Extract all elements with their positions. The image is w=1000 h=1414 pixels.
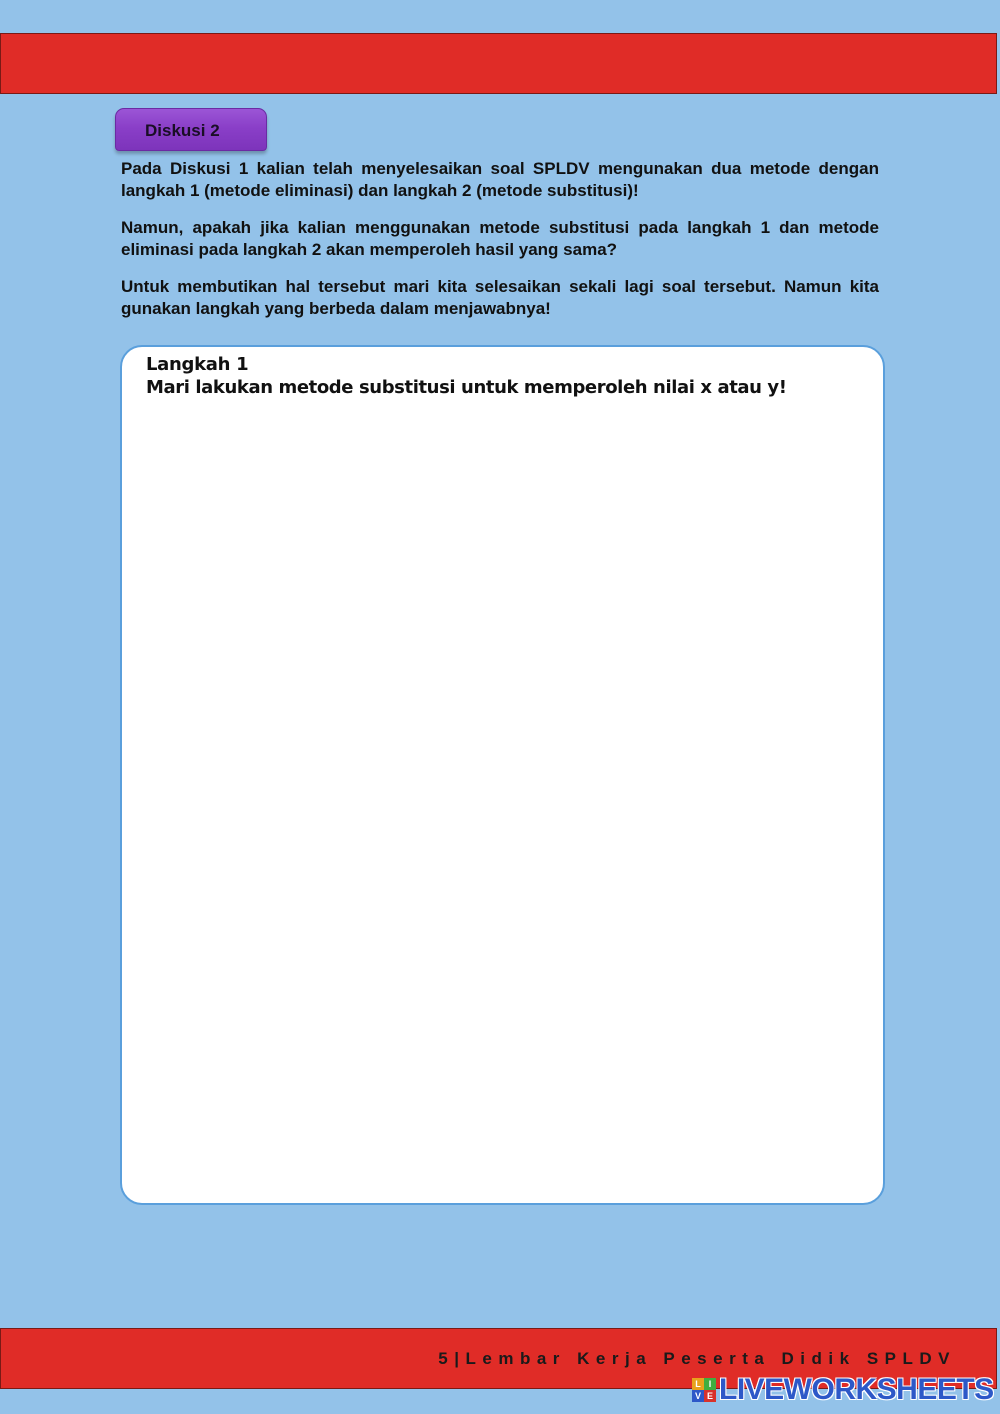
answer-box[interactable] <box>120 345 885 1205</box>
footer-page-label: 5|Lembar Kerja Peserta Didik SPLDV <box>438 1349 956 1368</box>
logo-letter: V <box>692 1390 704 1402</box>
intro-text <box>121 158 879 335</box>
intro-paragraph: Untuk membutikan hal tersebut mari kita selesaikan sekali lagi soal tersebut. Namun kita gunakan langkah yang berbeda dalam menjawabnya! <box>121 277 879 318</box>
logo-letter: I <box>704 1378 716 1390</box>
top-banner <box>0 33 997 94</box>
logo-letter: L <box>692 1378 704 1390</box>
liveworksheets-logo-icon <box>692 1378 716 1402</box>
step-instruction: Mari lakukan metode substitusi untuk memperoleh nilai x atau y! <box>146 377 787 398</box>
step-title: Langkah 1 <box>146 354 249 375</box>
logo-letter: E <box>704 1390 716 1402</box>
section-tab-label: Diskusi 2 <box>145 121 220 140</box>
watermark-text: LIVEWORKSHEETS <box>719 1373 994 1406</box>
intro-paragraph: Namun, apakah jika kalian menggunakan metode substitusi pada langkah 1 dan metode eliminasi pada langkah 2 akan memperoleh hasil yang sama? <box>121 218 879 259</box>
intro-paragraph: Pada Diskusi 1 kalian telah menyelesaikan soal SPLDV mengunakan dua metode dengan langkah 1 (metode eliminasi) dan langkah 2 (metode substitusi)! <box>121 159 879 200</box>
liveworksheets-watermark <box>692 1375 994 1405</box>
section-tab <box>115 108 267 151</box>
